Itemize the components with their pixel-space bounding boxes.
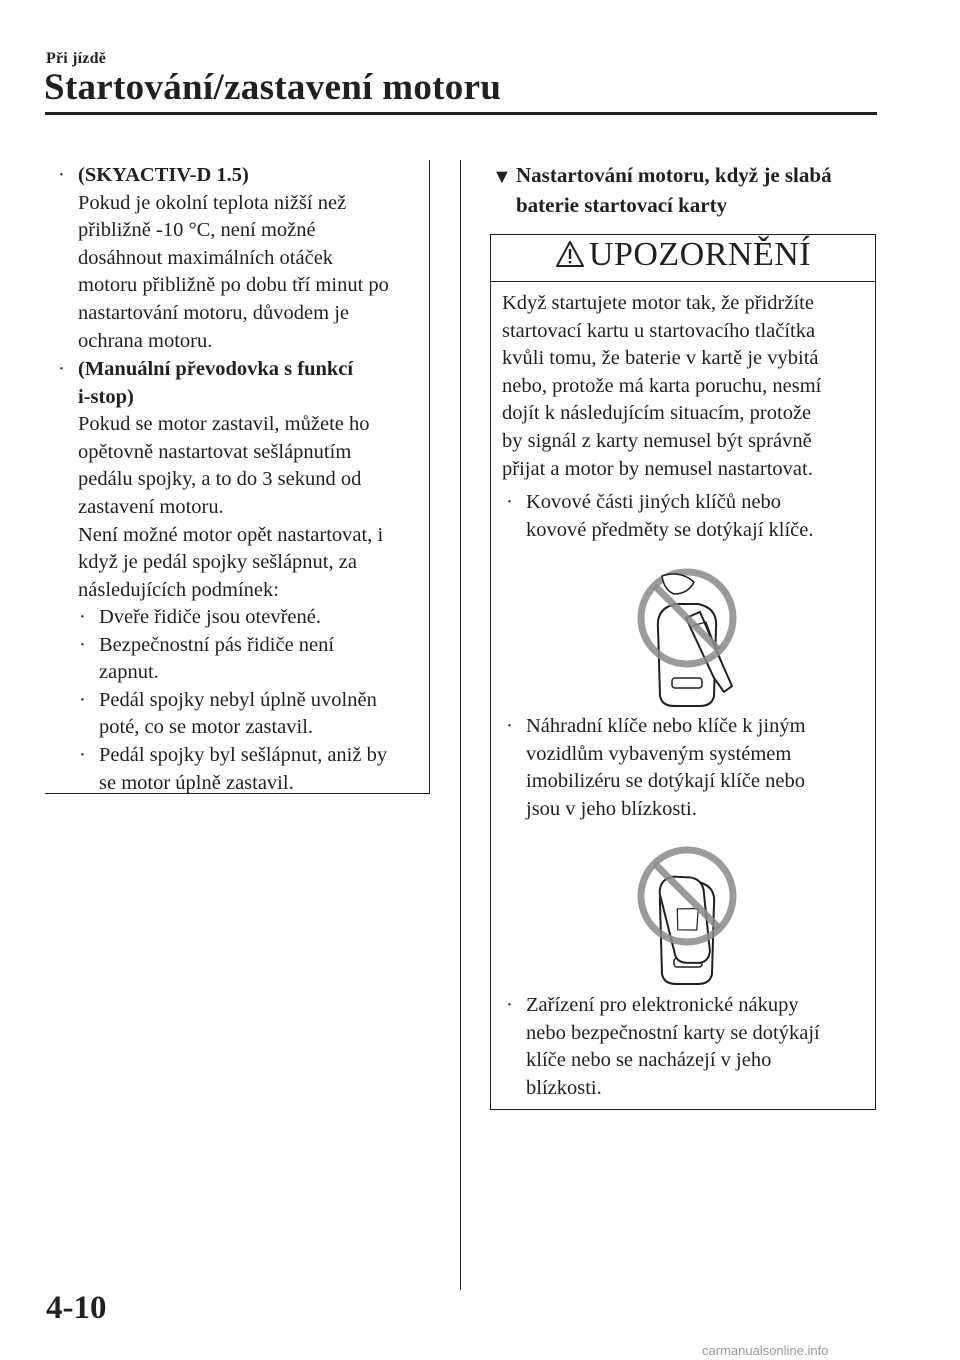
list-item: Kovové části jiných klíčů nebo (526, 491, 782, 513)
caution-title-text: UPOZORNĚNÍ (588, 236, 812, 273)
condition-list (79, 604, 429, 797)
text-line: ochrana motoru. (78, 329, 213, 352)
text-line: zastavení motoru. (78, 495, 224, 518)
bullet-icon: · (506, 994, 513, 1016)
title-rule (45, 112, 877, 115)
heading-line: Nastartování motoru, když je slabá (516, 163, 832, 187)
caution-title (490, 236, 876, 274)
watermark: carmanualsonline.info (702, 1343, 829, 1358)
text-line: dosáhnout maximálních otáček (78, 246, 334, 269)
key-fob-icon (658, 604, 732, 706)
bullet-icon: · (506, 715, 513, 737)
text-line: pedálu spojky, a to do 3 sekund od (78, 468, 362, 491)
text-line: přibližně -10 °C, není možné (78, 219, 316, 242)
text-line: Pokud se motor zastavil, můžete ho (78, 413, 370, 436)
text-line: následujících podmínek: (78, 578, 279, 601)
bullet-icon: · (58, 358, 65, 380)
caution-title-rule (490, 281, 876, 282)
list-item: vozidlům vybaveným systémem (526, 742, 792, 765)
warning-triangle-icon (555, 240, 585, 268)
list-item: imobilizéru se dotýkají klíče nebo (526, 770, 805, 793)
column-divider (460, 160, 461, 1290)
caution-intro (502, 290, 872, 483)
text-line: nastartování motoru, důvodem je (78, 301, 349, 324)
item-heading: i-stop) (78, 385, 134, 408)
caution-bullet-3 (506, 992, 866, 1102)
caution-bullet-1 (506, 489, 866, 544)
bullet-icon: · (79, 688, 86, 711)
item-heading: (Manuální převodovka s funkcí (78, 358, 354, 380)
bullet-icon: · (58, 164, 65, 186)
text-line: dojít k následujícím situacím, protože (502, 402, 812, 425)
bullet-icon: · (79, 606, 86, 628)
bullet-icon: · (506, 491, 513, 513)
text-line: by signál z karty nemusel být správně (502, 429, 812, 452)
list-item: klíče nebo se nacházejí v jeho (526, 1049, 772, 1072)
two-keys-prohibited-illustration (628, 846, 746, 988)
text-line: Není možné motor opět nastartovat, i (78, 523, 384, 546)
list-item: Náhradní klíče nebo klíče k jiným (526, 715, 806, 737)
item-heading: (SKYACTIV-D 1.5) (78, 164, 249, 186)
left-item-2 (58, 356, 428, 604)
key-metal-prohibited-illustration (628, 568, 746, 710)
page-number: 4-10 (46, 1290, 107, 1326)
text-line: Když startujete motor tak, že přidržíte (502, 292, 814, 314)
list-item: Pedál spojky byl sešlápnut, aniž by (99, 743, 388, 766)
text-line: motoru přibližně po dobu tří minut po (78, 274, 389, 297)
list-item: Dveře řidiče jsou otevřené. (99, 606, 321, 628)
text-line: Pokud je okolní teplota nižší než (78, 191, 347, 214)
list-item: zapnut. (99, 661, 159, 684)
page-title: Startování/zastavení motoru (44, 67, 502, 108)
text-line: opětovně nastartovat sešlápnutím (78, 440, 352, 463)
list-item: nebo bezpečnostní karty se dotýkají (526, 1021, 820, 1044)
text-line: startovací kartu u startovacího tlačítka (502, 319, 816, 342)
list-item: Zařízení pro elektronické nákupy (526, 994, 799, 1016)
triangle-down-icon: ▼ (492, 166, 512, 188)
list-item: Pedál spojky nebyl úplně uvolněn (99, 688, 377, 711)
metal-object-icon (662, 574, 694, 594)
text-line: nebo, protože má karta poruchu, nesmí (502, 374, 822, 397)
list-item: se motor úplně zastavil. (99, 771, 294, 794)
text-line: přijat a motor by nemusel nastartovat. (502, 457, 813, 480)
list-item: Bezpečnostní pás řidiče není (99, 633, 335, 656)
caution-bullet-2 (506, 713, 866, 823)
list-item: poté, co se motor zastavil. (99, 716, 314, 739)
section-label: Při jízdě (46, 50, 106, 67)
bullet-icon: · (79, 743, 86, 766)
bullet-icon: · (79, 633, 86, 656)
text-line: když je pedál spojky sešlápnut, za (78, 551, 357, 574)
left-item-1 (58, 162, 428, 355)
list-item: blízkosti. (526, 1076, 602, 1099)
list-item: kovové předměty se dotýkají klíče. (526, 518, 814, 541)
text-line: kvůli tomu, že baterie v kartě je vybitá (502, 347, 819, 370)
heading-line: baterie startovací karty (516, 193, 728, 217)
list-item: jsou v jeho blízkosti. (526, 797, 697, 820)
